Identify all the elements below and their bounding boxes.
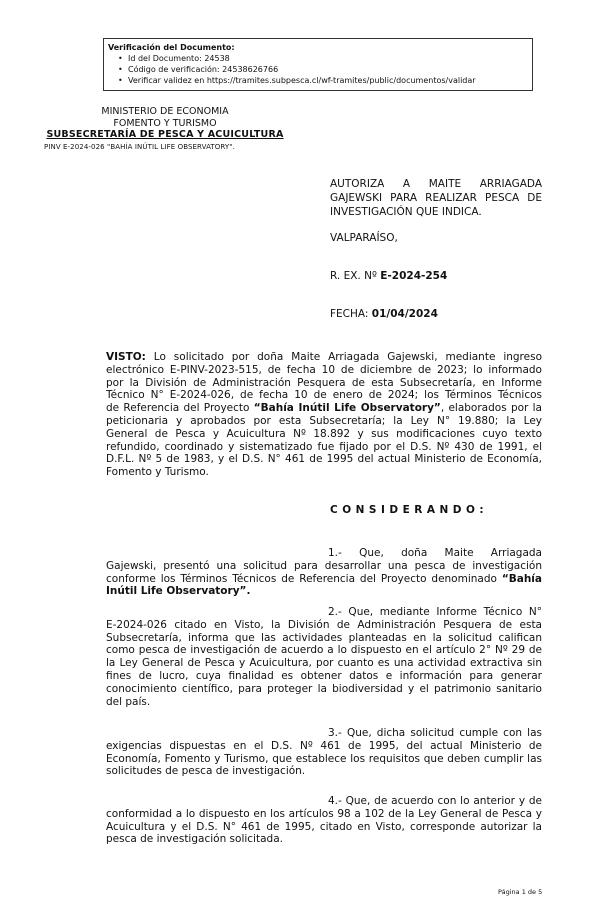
visto-line: Técnico N° E-2024-026, de fecha 10 de enero de 2024; los Términos Técnicos	[106, 389, 542, 402]
visto-line: D.F.L. Nº 5 de 1983, y el D.S. N° 461 de 1995 del actual Ministerio de Economía,	[106, 453, 542, 466]
paragraph-line: conformidad a lo dispuesto en los artículos 98 a 102 de la Ley General de Pesca y	[106, 807, 542, 820]
paragraph-line: fines de lucro, cuya finalidad es obtener datos e información para generar	[106, 669, 542, 682]
visto-line: Fomento y Turismo.	[106, 466, 209, 479]
ministry-line-2: FOMENTO Y TURISMO	[113, 117, 217, 129]
paragraph-line: exigencias dispuestas en el D.S. Nº 461 de 1995, del actual Ministerio de	[106, 739, 542, 752]
considerando-paragraph-3	[106, 727, 542, 778]
visto-line: refundido, coordinado y sistematizado fue fijado por el D.S. Nº 430 de 1991, el	[106, 440, 542, 453]
paragraph-line: Economía, Fomento y Turismo, que establece los requisitos que deben cumplir las	[106, 752, 542, 765]
visto-line: de Referencia del Proyecto “Bahía Inútil Life Observatory”, elaborados por la	[106, 402, 542, 415]
paragraph-line: Subsecretaría, informa que las actividades planteadas en la solicitud califican	[106, 631, 542, 644]
visto-line: electrónico E-PINV-2023-515, de fecha 10 de diciembre de 2023; lo informado	[106, 363, 542, 376]
date-label: FECHA:	[330, 308, 372, 320]
verification-list	[108, 53, 528, 86]
page-number: Página 1 de 5	[498, 888, 543, 896]
paragraph-line: conocimiento científico, para proteger la biodiversidad y el patrimonio sanitario	[106, 682, 542, 695]
visto-line: VISTO: Lo solicitado por doña Maite Arriagada Gajewski, mediante ingreso	[106, 351, 542, 363]
paragraph-line: conforme los Términos Técnicos de Referencia del Proyecto denominado “Bahía	[106, 572, 542, 585]
pinv-reference: PINV E-2024-026 "BAHÍA INÚTIL LIFE OBSERVATORY".	[44, 143, 235, 151]
ministry-line-1: MINISTERIO DE ECONOMIA	[101, 106, 229, 117]
date-value: 01/04/2024	[371, 308, 438, 320]
visto-line: por la División de Administración Pesquera de esta Subsecretaría, en Informe	[106, 376, 542, 389]
verification-url[interactable]: • Verificar validez en https://tramites.subpesca.cl/wf-tramites/public/documentos/validar	[128, 75, 528, 86]
visto-label: VISTO:	[106, 351, 146, 363]
verification-document-id: • Id del Documento: 24538	[128, 53, 528, 64]
considerando-heading: CONSIDERANDO:	[330, 504, 489, 516]
paragraph-line: solicitudes de pesca de investigación.	[106, 765, 306, 778]
verification-box	[103, 38, 533, 91]
paragraph-line: Gajewski, presentó una solicitud para desarrollar una pesca de investigación	[106, 559, 542, 572]
project-name: “Bahía Inútil Life Observatory”	[253, 402, 441, 415]
project-name: Inútil Life Observatory”.	[106, 585, 251, 598]
verification-code: • Código de verificación: 24538626766	[128, 64, 528, 75]
resolution-value: E-2024-254	[380, 270, 448, 282]
paragraph-line: 2.- Que, mediante Informe Técnico N°	[328, 606, 542, 618]
resolution-label: R. EX. Nº	[330, 270, 381, 282]
paragraph-line: pesca de investigación solicitada.	[106, 833, 283, 846]
paragraph-line: Acuicultura y el D.S. N° 461 de 1995, citado en Visto, corresponde autorizar la	[106, 820, 542, 833]
visto-paragraph	[106, 351, 542, 479]
considerando-paragraph-1	[106, 547, 542, 598]
paragraph-line: E-2024-026 citado en Visto, la División de Administración Pesquera de esta	[106, 618, 542, 631]
ministry-header	[34, 106, 296, 141]
project-name: “Bahía	[501, 572, 542, 585]
paragraph-line: 3.- Que, dicha solicitud cumple con las	[328, 727, 542, 739]
paragraph-line: la Ley General de Pesca y Acuicultura, por cuanto es una actividad extractiva sin	[106, 657, 542, 670]
city: VALPARAÍSO,	[330, 232, 398, 244]
visto-line: peticionaria y aprobados por esta Subsecretaría; la Ley N° 19.880; la Ley	[106, 414, 542, 427]
resolution-date	[330, 308, 438, 320]
considerando-paragraph-2	[106, 606, 542, 708]
paragraph-line: 4.- Que, de acuerdo con lo anterior y de	[328, 795, 542, 807]
paragraph-line: como pesca de investigación de acuerdo a lo dispuesto en el artículo 2° Nº 29 de	[106, 644, 542, 657]
subsecretaria-title: SUBSECRETARÍA DE PESCA Y ACUICULTURA	[46, 129, 284, 140]
paragraph-line: 1.- Que, doña Maite Arriagada	[328, 547, 542, 559]
paragraph-line: del país.	[106, 695, 151, 708]
visto-line: General de Pesca y Acuicultura Nº 18.892 y sus modificaciones cuyo texto	[106, 427, 542, 440]
resolution-number	[330, 270, 447, 282]
resolution-topic: AUTORIZA A MAITE ARRIAGADA GAJEWSKI PARA REALIZAR PESCA DE INVESTIGACIÓN QUE INDICA.	[330, 178, 542, 218]
considerando-paragraph-4	[106, 795, 542, 846]
verification-title: Verificación del Documento:	[108, 43, 235, 52]
